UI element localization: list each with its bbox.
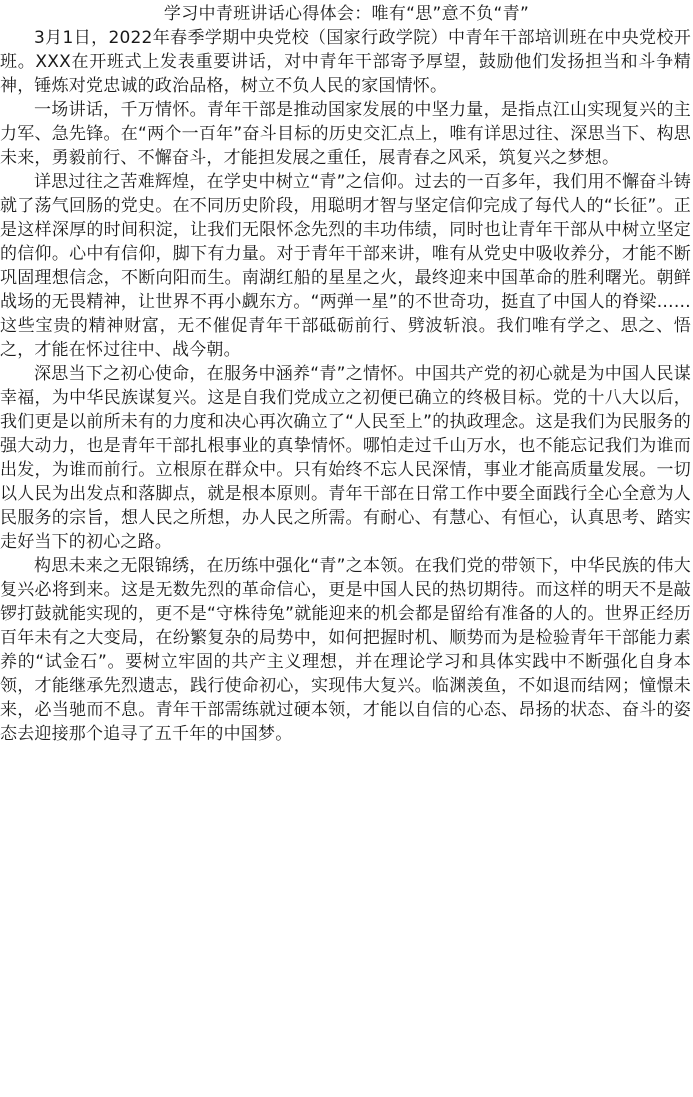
paragraph-overview: 一场讲话，千万情怀。青年干部是推动国家发展的中坚力量，是指点江山实现复兴的主力军、急先锋。在“两个一百年”奋斗目标的历史交汇点上，唯有详思过往、深思当下、构思未来，勇毅前行、不懈奋斗，才能担发展之重任，展青春之风采，筑复兴之梦想。	[0, 100, 691, 168]
paragraph-intro: 3月1日，2022年春季学期中央党校（国家行政学院）中青年干部培训班在中央党校开班。XXX在开班式上发表重要讲话，对中青年干部寄予厚望，鼓励他们发扬担当和斗争精神，锤炼对党忠诚的政治品格，树立不负人民的家国情怀。	[0, 28, 691, 96]
paragraph-past: 详思过往之苦难辉煌，在学史中树立“青”之信仰。过去的一百多年，我们用不懈奋斗铸就了荡气回肠的党史。在不同历史阶段，用聪明才智与坚定信仰完成了每代人的“长征”。正是这样深厚的时间积淀，让我们无限怀念先烈的丰功伟绩，同时也让青年干部从中树立坚定的信仰。心中有信仰，脚下有力量。对于青年干部来讲，唯有从党史中吸收养分，才能不断巩固理想信念，不断向阳而生。南湖红船的星星之火，最终迎来中国革命的胜利曙光。朝鲜战场的无畏精神，让世界不再小觑东方。“两弹一星”的不世奇功，挺直了中国人的脊梁……这些宝贵的精神财富，无不催促青年干部砥砺前行、劈波斩浪。我们唯有学之、思之、悟之，才能在怀过往中、战今朝。	[0, 172, 691, 360]
paragraph-future: 构思未来之无限锦绣，在历练中强化“青”之本领。在我们党的带领下，中华民族的伟大复兴必将到来。这是无数先烈的革命信心，更是中国人民的热切期待。而这样的明天不是敲锣打鼓就能实现的，更不是“守株待兔”就能迎来的机会都是留给有准备的人的。世界正经历百年未有之大变局，在纷繁复杂的局势中，如何把握时机、顺势而为是检验青年干部能力素养的“试金石”。要树立牢固的共产主义理想，并在理论学习和具体实践中不断强化自身本领，才能继承先烈遗志，践行使命初心，实现伟大复兴。临渊羡鱼，不如退而结网；憧憬未来，必当驰而不息。青年干部需练就过硬本领，才能以自信的心态、昂扬的状态、奋斗的姿态去迎接那个追寻了五千年的中国梦。	[0, 556, 691, 744]
document-title: 学习中青班讲话心得体会：唯有“思”意不负“青”	[163, 4, 530, 24]
paragraph-present: 深思当下之初心使命，在服务中涵养“青”之情怀。中国共产党的初心就是为中国人民谋幸福，为中华民族谋复兴。这是自我们党成立之初便已确立的终极目标。党的十八大以后，我们更是以前所未有的力度和决心再次确立了“人民至上”的执政理念。这是我们为民服务的强大动力，也是青年干部扎根事业的真挚情怀。哪怕走过千山万水，也不能忘记我们为谁而出发，为谁而前行。立根原在群众中。只有始终不忘人民深情，事业才能高质量发展。一切以人民为出发点和落脚点，就是根本原则。青年干部在日常工作中要全面践行全心全意为人民服务的宗旨，想人民之所想，办人民之所需。有耐心、有慧心、有恒心，认真思考、踏实走好当下的初心之路。	[0, 364, 691, 552]
